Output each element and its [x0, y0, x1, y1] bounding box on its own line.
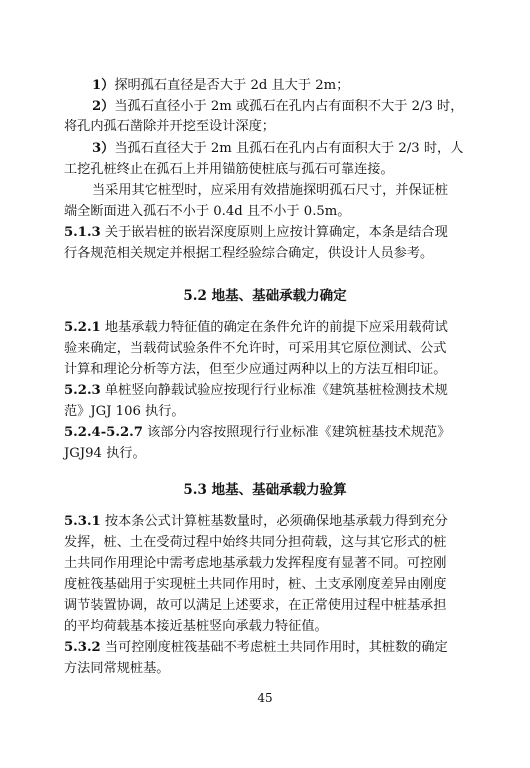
clause-5-2-4-to-5-2-7	[64, 423, 468, 442]
clause-text: 关于嵌岩桩的嵌岩深度原则上应按计算确定，本条是结合现	[104, 225, 448, 240]
clause-line: 范》JGJ 106 执行。	[64, 404, 185, 419]
list-item-2-cont: 将孔内孤石凿除并开挖至设计深度；	[64, 119, 275, 134]
clause-5-3-1	[64, 512, 468, 531]
clause-number: 5.1.3	[64, 225, 101, 240]
section-heading-5-3: 5.3 地基、基础承载力验算	[183, 482, 347, 498]
clause-text: 按本条公式计算桩基数量时，必须确保地基承载力得到充分	[104, 514, 448, 529]
clause-number: 5.2.4-5.2.7	[64, 425, 143, 440]
clause-number: 5.3.1	[64, 514, 101, 529]
list-text: 当孤石直径小于 2m 或孤石在孔内占有面积不大于 2/3 时，	[114, 99, 464, 114]
clause-line: 方法同常规桩基。	[64, 661, 170, 676]
list-number: 2）	[92, 99, 115, 114]
clause-line: 验来确定，当载荷试验条件不允许时，可采用其它原位测试、公式	[64, 341, 447, 356]
clause-5-1-3	[64, 223, 468, 242]
clause-5-2-1	[64, 318, 468, 337]
clause-number: 5.2.3	[64, 383, 101, 398]
clause-line: 的平均荷载基本接近基桩竖向承载力特征值。	[64, 619, 328, 634]
list-item-3	[92, 139, 468, 158]
clause-text: 地基承载力特征值的确定在条件允许的前提下应采用载荷试	[104, 320, 448, 335]
list-item-2	[92, 97, 468, 116]
list-number: 1）	[92, 78, 115, 93]
section-heading-5-2: 5.2 地基、基础承载力确定	[183, 288, 347, 304]
clause-text: 该部分内容按照现行行业标准《建筑桩基技术规范》	[147, 425, 451, 440]
page-number: 45	[257, 691, 273, 705]
paragraph-line: 端全断面进入孤石不小于 0.4d 且不小于 0.5m。	[64, 204, 351, 219]
paragraph-line: 当采用其它桩型时，应采用有效措施探明孤石尺寸，并保证桩	[92, 183, 449, 198]
clause-line: 土共同作用理论中需考虑地基承载力发挥程度有显著不同。可控刚	[64, 556, 447, 571]
clause-line: 计算和理论分析等方法，但至少应通过两种以上的方法互相印证。	[64, 362, 447, 377]
clause-5-3-2	[64, 638, 468, 657]
clause-line: JGJ94 执行。	[64, 446, 146, 461]
clause-line: 行各规范相关规定并根据工程经验综合确定，供设计人员参考。	[64, 246, 434, 261]
clause-line: 度桩筏基础用于实现桩土共同作用时，桩、土支承刚度差异由刚度	[64, 577, 447, 592]
clause-text: 当可控刚度桩筏基础不考虑桩土共同作用时，其桩数的确定	[104, 640, 448, 655]
list-text: 探明孤石直径是否大于 2d 且大于 2m；	[114, 78, 350, 93]
clause-5-2-3	[64, 381, 468, 400]
list-item-1	[92, 76, 468, 95]
clause-line: 发挥，桩、土在受荷过程中始终共同分担荷载，这与其它形式的桩	[64, 535, 447, 550]
list-text: 当孤石直径大于 2m 且孤石在孔内占有面积大于 2/3 时，人	[114, 141, 464, 156]
list-item-3-cont: 工挖孔桩终止在孤石上并用锚筋使桩底与孤石可靠连接。	[64, 162, 394, 177]
clause-number: 5.2.1	[64, 320, 101, 335]
clause-line: 调节装置协调，故可以满足上述要求，在正常使用过程中桩基承担	[64, 598, 447, 613]
list-number: 3）	[92, 141, 115, 156]
clause-text: 单桩竖向静载试验应按现行行业标准《建筑基桩检测技术规	[104, 383, 448, 398]
clause-number: 5.3.2	[64, 640, 101, 655]
